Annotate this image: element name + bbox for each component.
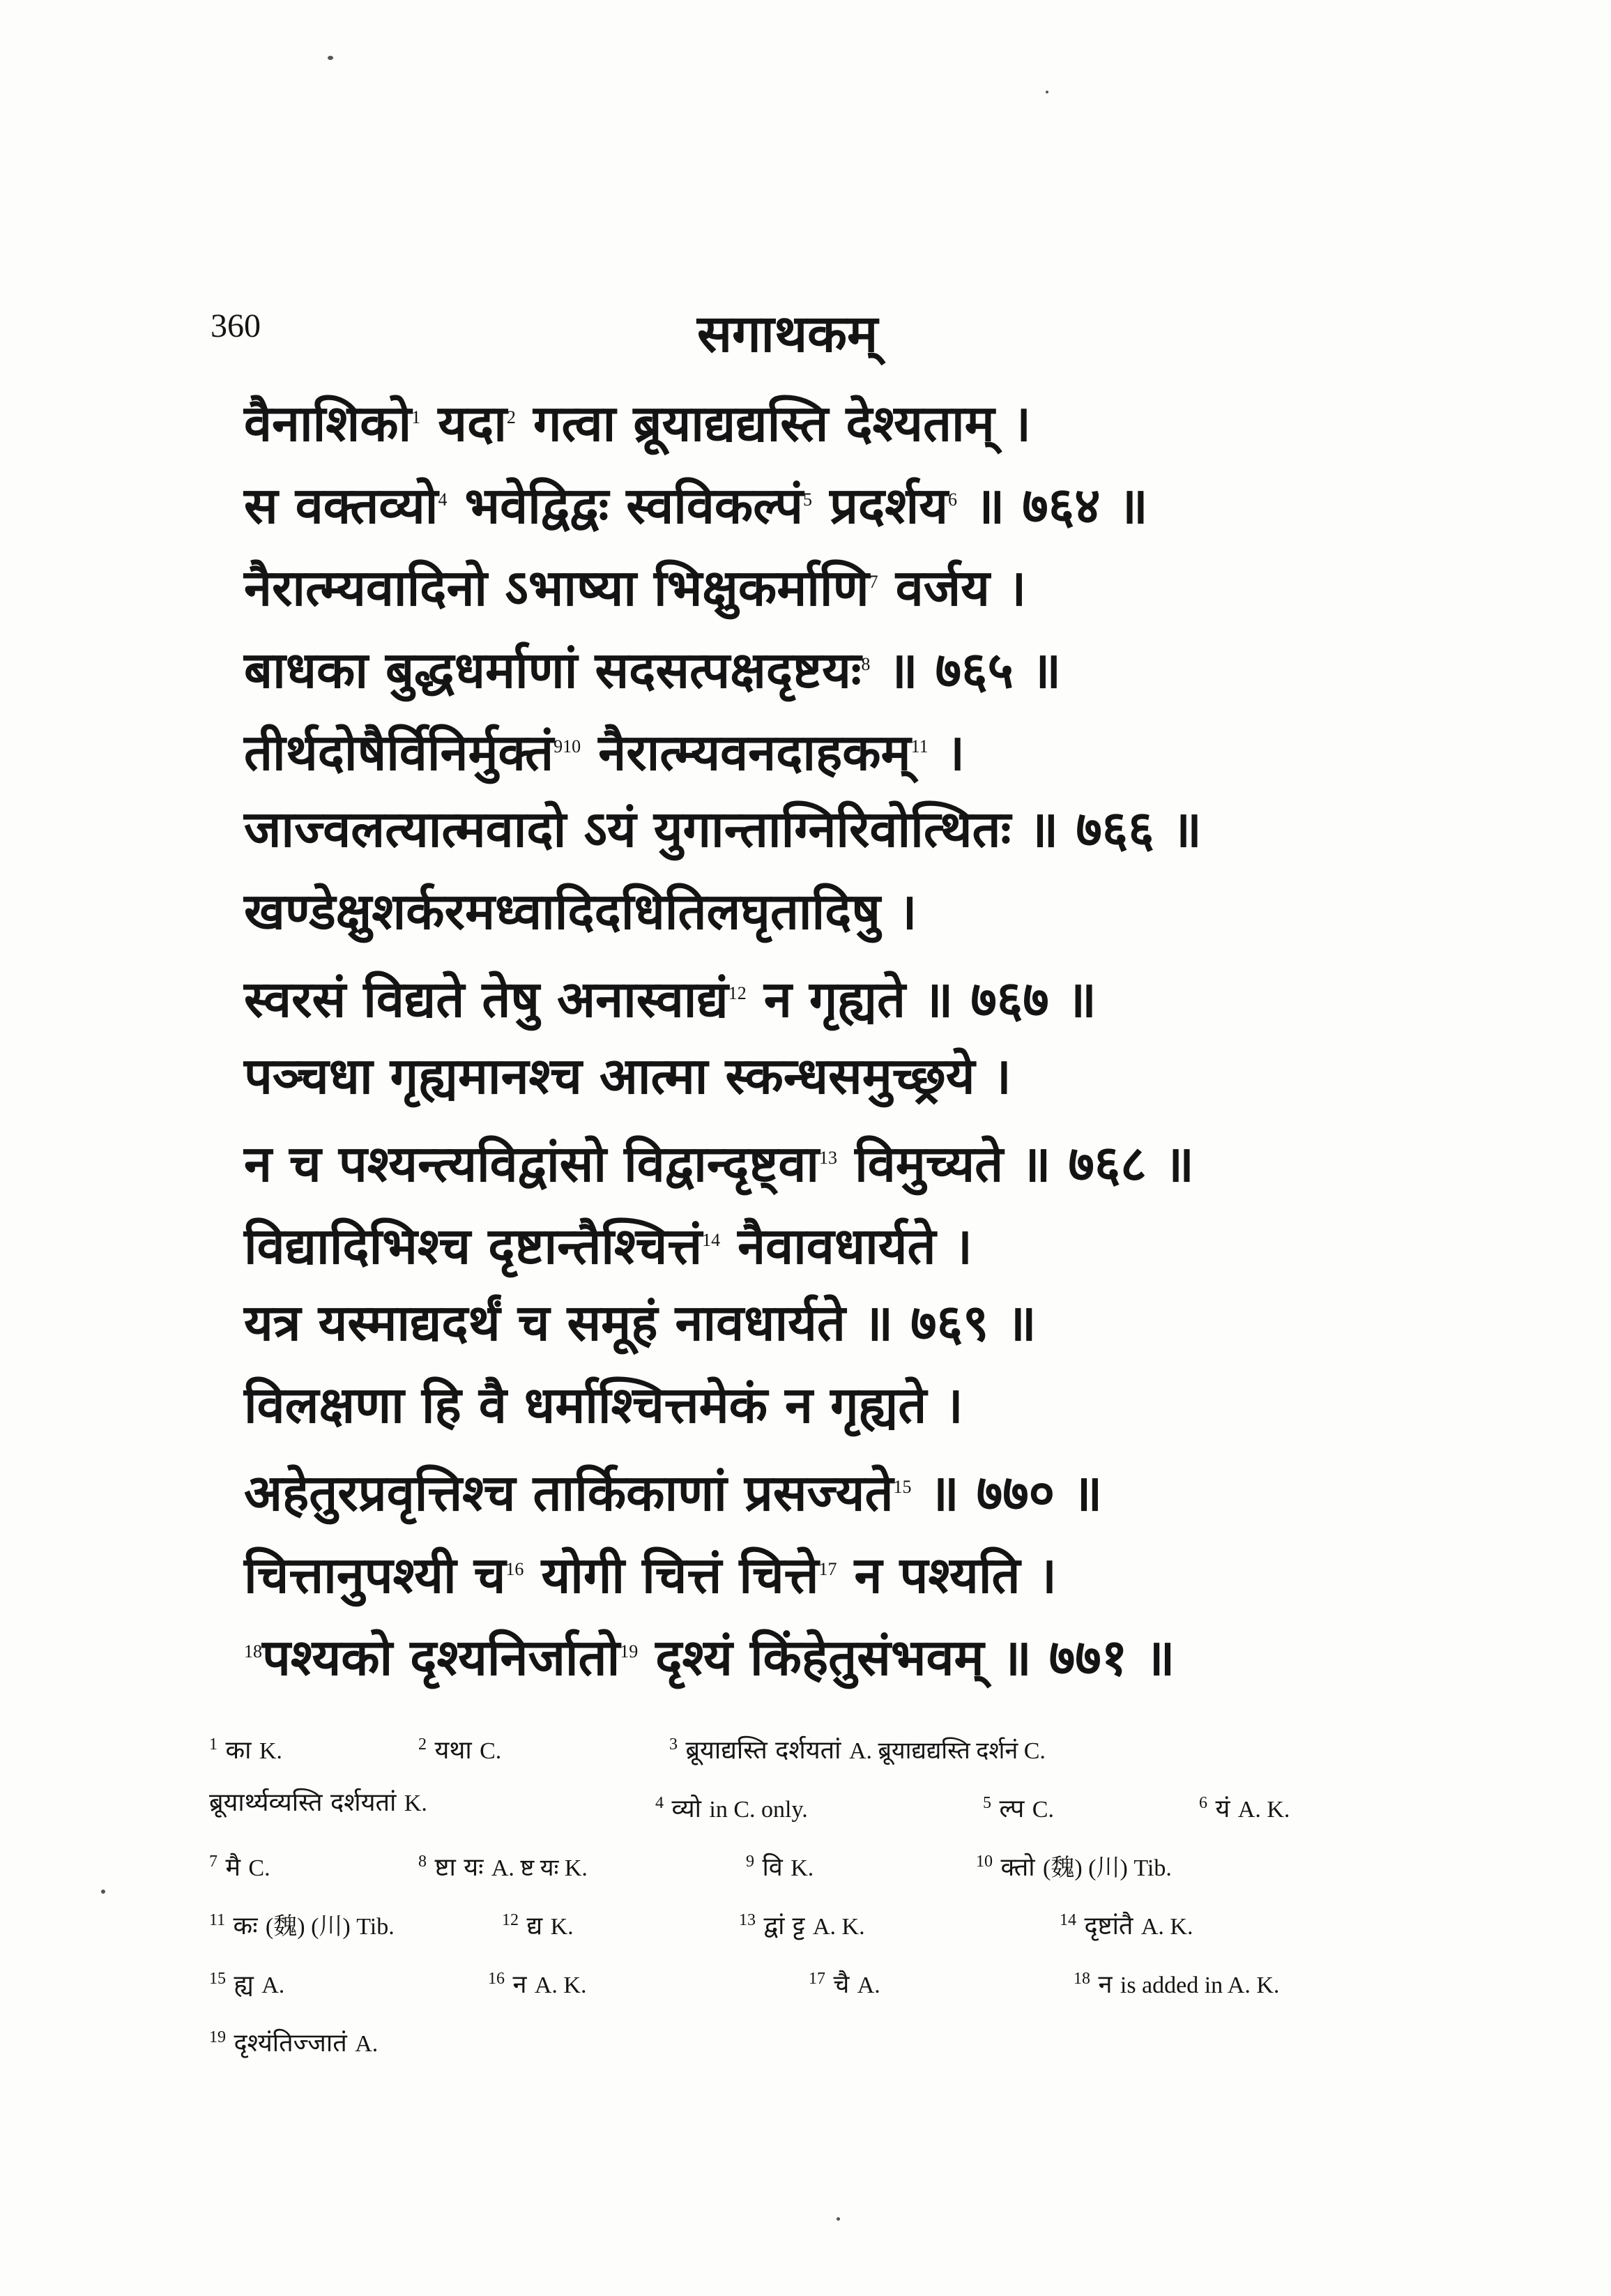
manuscript-siglum: A. ष्ट यः K. [491,1855,588,1881]
footnote-reading: द्य [519,1912,551,1940]
verse-line [244,1199,1415,1282]
footnote-number: 12 [502,1911,519,1929]
verse-line [244,1446,1415,1528]
footnote-block [209,1715,1408,2067]
footnote-reading: दृश्यंतिज्जातं [226,2029,356,2058]
footnote [746,1832,976,1891]
footnote [209,1832,418,1891]
footnote-reading: द्वां ट्ट [756,1912,813,1940]
footnote [209,1715,418,1774]
footnote [1199,1774,1408,1832]
verse-text: ॥ ७६४ ॥ [957,476,1148,535]
verse-text: योगी चित्तं चित्ते [524,1545,819,1604]
footnote-reading: ष्टा यः [427,1853,491,1882]
verse-text: विमुच्यते ॥ ७६८ ॥ [837,1134,1194,1193]
footnote-number: 17 [809,1970,825,1988]
footnote-number: 5 [983,1794,991,1812]
footnote-row [209,2008,1408,2067]
footnote-marker: 15 [893,1477,912,1497]
verse-text: यत्र यस्माद्यदर्थं च समूहं नावधार्यते ॥ ७६९ ॥ [244,1293,1037,1352]
footnote [983,1774,1199,1832]
manuscript-siglum: A. [355,2031,379,2057]
footnote-number: 10 [976,1853,993,1871]
footnote-marker: 11 [910,736,929,757]
footnote-marker: 12 [728,983,747,1003]
page-number: 360 [211,307,261,344]
footnote-marker: 19 [620,1641,639,1662]
footnote-reading: ब्रूयाद्यस्ति दर्शयतां [678,1736,849,1765]
footnote-reading: न [505,1970,535,1999]
manuscript-siglum: K. [259,1738,282,1764]
manuscript-siglum: A. K. [812,1914,865,1940]
footnote [976,1832,1408,1891]
manuscript-siglum: A. K. [1237,1797,1290,1823]
footnote [209,1774,655,1832]
footnote [418,1715,669,1774]
footnote [669,1715,1408,1774]
verse-text: दृश्यं किंहेतुसंभवम् ॥ ७७१ ॥ [638,1627,1175,1687]
verse-text: । [928,722,965,782]
footnote-marker: 14 [702,1230,721,1250]
footnote-marker: 7 [869,572,878,592]
footnote-reading: दृष्टांतै [1076,1912,1141,1940]
footnote-marker: 13 [819,1148,838,1168]
scan-speck [837,2217,840,2221]
footnote-row [209,1832,1408,1891]
footnote-marker: 10 [563,736,581,757]
footnote-reading: वि [754,1853,791,1882]
verse-text: अहेतुरप्रवृत्तिश्च तार्किकाणां प्रसज्यते [244,1463,894,1522]
manuscript-siglum: K. [791,1855,814,1881]
verse-text: न च पश्यन्त्यविद्वांसो विद्वान्दृष्ट्वा [244,1134,820,1193]
verse-text: प्रदर्शय [812,476,949,535]
footnote-number: 7 [209,1853,217,1871]
verse-line [244,1117,1415,1199]
footnote-reading: ह्य [226,1970,262,1999]
footnote-reading: ल्प [991,1795,1032,1823]
manuscript-siglum: C. [480,1738,502,1764]
verse-text: विलक्षणा हि वै धर्माश्चित्तमेकं न गृह्यते । [244,1375,963,1434]
footnote-reading: कः [225,1912,266,1940]
manuscript-siglum: C. [248,1855,270,1881]
footnote-marker: 8 [861,654,871,674]
verse-line [244,952,1415,1035]
verse-text: भवेद्विद्वः स्वविकल्पं [447,476,804,535]
footnote [655,1774,983,1832]
footnote [1074,1949,1408,2008]
verse-text: गत्वा ब्रूयाद्यद्यस्ति देश्यताम् । [515,393,1032,453]
manuscript-siglum: is added in A. K. [1120,1972,1280,1998]
footnote-number: 2 [418,1735,427,1754]
verse-text: ॥ ७७० ॥ [911,1463,1103,1522]
verse-text: न पश्यति । [837,1545,1057,1604]
footnote-number: 15 [209,1970,226,1988]
footnote-marker: 9 [553,736,563,757]
verse-text: जाज्वलत्यात्मवादो ऽयं युगान्ताग्निरिवोत्थितः ॥ ७६६ ॥ [244,799,1202,858]
footnote-reading: न [1090,1970,1120,1999]
footnote-reading: चै [825,1970,857,1999]
footnote-number: 11 [209,1911,226,1929]
footnote-reading: का [217,1736,259,1765]
footnote [209,2008,767,2067]
footnote [809,1949,1074,2008]
manuscript-siglum: in C. only. [709,1797,808,1823]
verse-text: पश्यको दृश्यनिर्जातो [262,1627,620,1687]
footnote-reading: ब्रूयार्थ्यव्यस्ति दर्शयतां [209,1788,404,1817]
verse-line [244,1611,1415,1693]
footnote-number: 1 [209,1735,217,1754]
footnote-number: 19 [209,2028,226,2046]
footnote-row [209,1949,1408,2008]
footnote [739,1891,1060,1949]
verse-line [244,706,1415,788]
verse-text: चित्तानुपश्यी च [244,1545,506,1604]
footnote-number: 4 [655,1794,664,1812]
running-title: सगाथकम् [697,304,878,364]
manuscript-siglum: C. [1032,1797,1054,1823]
footnote-marker: 2 [506,407,516,427]
footnote-reading: यं [1207,1795,1238,1823]
footnote-marker: 16 [505,1559,524,1579]
verse-text: वर्जय । [878,558,1027,617]
verse-block [244,377,1415,1693]
manuscript-siglum: K. [550,1914,574,1940]
verse-text: बाधका बुद्धधर्माणां सदसत्पक्षदृष्टयः [244,640,862,699]
footnote-number: 16 [488,1970,505,1988]
verse-line [244,788,1415,870]
footnote-number: 18 [1074,1970,1090,1988]
footnote-number: 9 [746,1853,754,1871]
verse-line [244,1035,1415,1117]
footnote [1060,1891,1408,1949]
verse-text: नैरात्म्यवनदाहकम् [581,722,911,782]
footnote-reading: क्तो [993,1853,1044,1882]
footnote-marker: 4 [438,489,448,510]
manuscript-siglum: (魏) (川) Tib. [265,1914,395,1940]
verse-line [244,541,1415,623]
verse-text: खण्डेक्षुशर्करमध्वादिदधितिलघृतादिषु । [244,881,917,941]
manuscript-siglum: A. [261,1972,285,1998]
footnote-row [209,1774,1408,1832]
footnote [502,1891,739,1949]
manuscript-siglum: A. [857,1972,880,1998]
verse-line [244,377,1415,459]
verse-line [244,623,1415,706]
footnote-number: 3 [669,1735,678,1754]
verse-text: न गृह्यते ॥ ७६७ ॥ [746,969,1097,1028]
verse-line [244,459,1415,541]
verse-text: ॥ ७६५ ॥ [870,640,1062,699]
manuscript-siglum: (魏) (川) Tib. [1043,1855,1172,1881]
verse-line [244,1528,1415,1611]
scan-speck [1046,91,1048,93]
footnote [488,1949,809,2008]
manuscript-siglum: K. [404,1791,427,1816]
footnote-row [209,1891,1408,1949]
verse-text: पञ्चधा गृह्यमानश्च आत्मा स्कन्धसमुच्छ्रये । [244,1046,1011,1105]
verse-text: यदा [420,393,507,453]
footnote-reading: मै [217,1853,249,1882]
footnote-marker: 5 [803,489,813,510]
verse-text: तीर्थदोषैर्विनिर्मुक्तं [244,722,554,782]
verse-text: स्वरसं विद्यते तेषु अनास्वाद्यं [244,969,728,1028]
scan-speck [328,56,333,60]
footnote-marker: 1 [411,407,421,427]
footnote-number: 13 [739,1911,756,1929]
footnote-number: 14 [1060,1911,1076,1929]
verse-line [244,870,1415,952]
footnote-marker: 6 [948,489,958,510]
footnote-reading: व्यो [664,1795,710,1823]
verse-text: वैनाशिको [244,393,412,453]
footnote-number: 6 [1199,1794,1207,1812]
manuscript-siglum: A. K. [534,1972,587,1998]
footnote-marker: 17 [818,1559,837,1579]
footnote [209,1949,488,2008]
footnote-marker: 18 [244,1641,262,1662]
verse-text: नैरात्म्यवादिनो ऽभाष्या भिक्षुकर्माणि [244,558,869,617]
manuscript-siglum: A. ब्रूयाद्यद्यस्ति दर्शनं C. [848,1738,1046,1764]
manuscript-siglum: A. K. [1140,1914,1193,1940]
verse-text: नैवावधार्यते । [720,1216,972,1275]
verse-text: स वक्तव्यो [244,476,438,535]
footnote-row [209,1715,1408,1774]
verse-text: विद्यादिभिश्च दृष्टान्तैश्चित्तं [244,1216,703,1275]
verse-line [244,1282,1415,1364]
footnote-number: 8 [418,1853,427,1871]
verse-line [244,1364,1415,1446]
footnote [209,1891,502,1949]
footnote-reading: यथा [427,1736,480,1765]
footnote [418,1832,746,1891]
scan-speck [101,1890,105,1894]
